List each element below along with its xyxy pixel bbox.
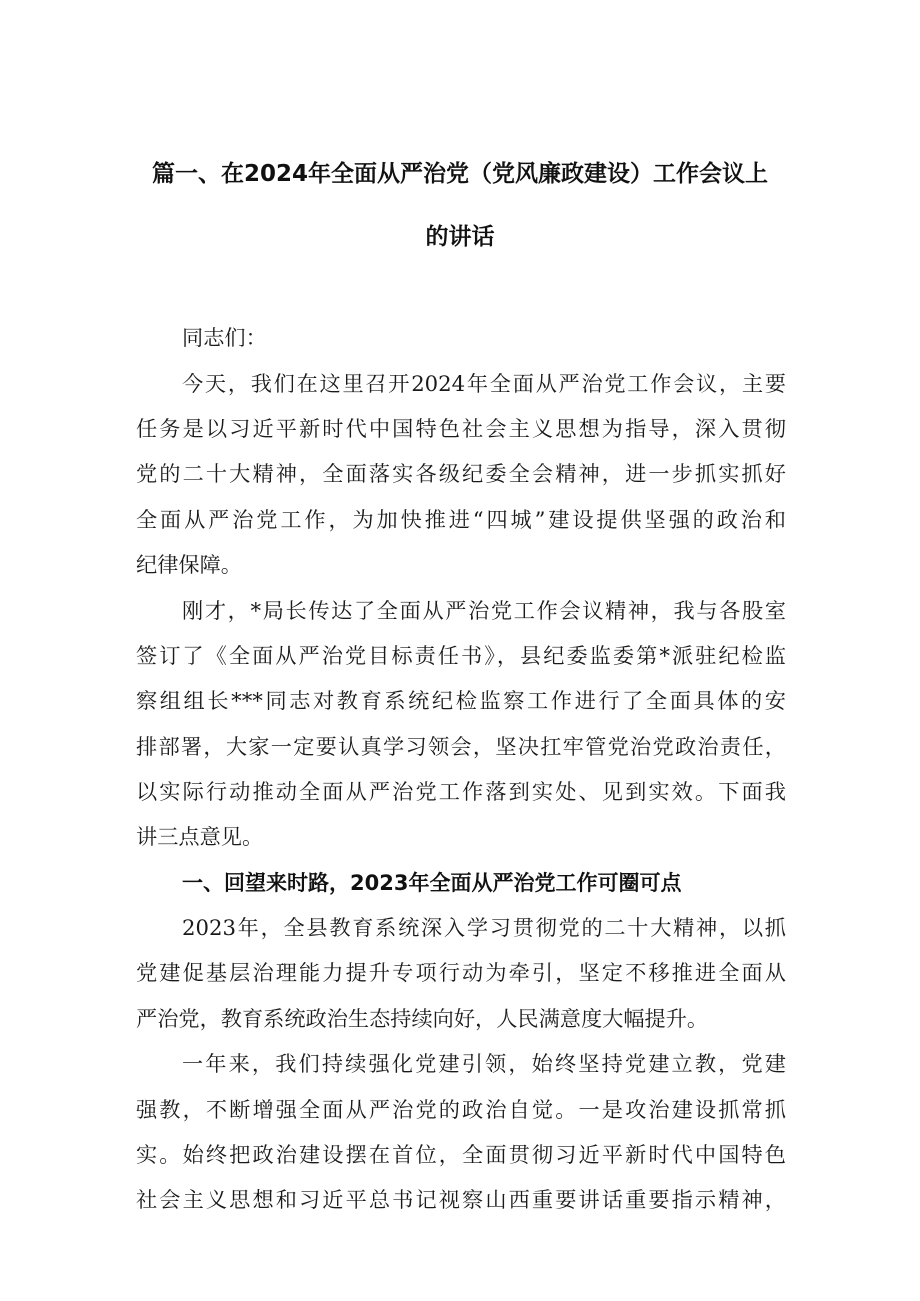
paragraph-1-line-4: 全面从严治党工作，为加快推进“四城”建设提供坚强的政治和 (136, 507, 786, 532)
paragraph-1-line-3: 党的二十大精神，全面落实各级纪委全会精神，进一步抓实抓好 (136, 461, 786, 486)
paragraph-2-line-5: 以实际行动推动全面从严治党工作落到实处、见到实效。下面我 (136, 779, 786, 804)
paragraph-1-line-2: 任务是以习近平新时代中国特色社会主义思想为指导，深入贯彻 (136, 416, 786, 441)
paragraph-1-line-5: 纪律保障。 (136, 552, 242, 577)
paragraph-2-line-2: 签订了《全面从严治党目标责任书》，县纪委监委第*派驻纪检监 (136, 643, 786, 668)
paragraph-2-line-3: 察组组长***同志对教育系统纪检监察工作进行了全面具体的安 (136, 688, 786, 713)
paragraph-2-line-4: 排部署，大家一定要认真学习领会，坚决扛牢管党治党政治责任， (136, 734, 786, 759)
salutation: 同志们： (182, 325, 267, 350)
section-paragraph-1-line-1: 2023年，全县教育系统深入学习贯彻党的二十大精神，以抓 (182, 915, 786, 940)
section-paragraph-2-line-3: 实。始终把政治建设摆在首位，全面贯彻习近平新时代中国特色 (136, 1142, 786, 1167)
section-paragraph-1-line-2: 党建促基层治理能力提升专项行动为牵引，坚定不移推进全面从 (136, 960, 786, 985)
paragraph-1-line-1: 今天，我们在这里召开2024年全面从严治党工作会议，主要 (182, 371, 786, 396)
document-title-line-2: 的讲话 (425, 224, 495, 250)
section-heading: 一、回望来时路，2023年全面从严治党工作可圈可点 (182, 871, 682, 895)
paragraph-2-line-6: 讲三点意见。 (136, 824, 264, 849)
section-paragraph-2-line-1: 一年来，我们持续强化党建引领，始终坚持党建立教，党建 (182, 1051, 786, 1076)
section-paragraph-2-line-2: 强教，不断增强全面从严治党的政治自觉。一是攻治建设抓常抓 (136, 1097, 786, 1122)
paragraph-2-line-1: 刚才，*局长传达了全面从严治党工作会议精神，我与各股室 (182, 598, 786, 623)
document-title-line-1: 篇一、在2024年全面从严治党（党风廉政建设）工作会议上 (151, 161, 768, 187)
section-paragraph-1-line-3: 严治党，教育系统政治生态持续向好，人民满意度大幅提升。 (136, 1006, 709, 1031)
section-paragraph-2-line-4: 社会主义思想和习近平总书记视察山西重要讲话重要指示精神， (136, 1187, 786, 1212)
